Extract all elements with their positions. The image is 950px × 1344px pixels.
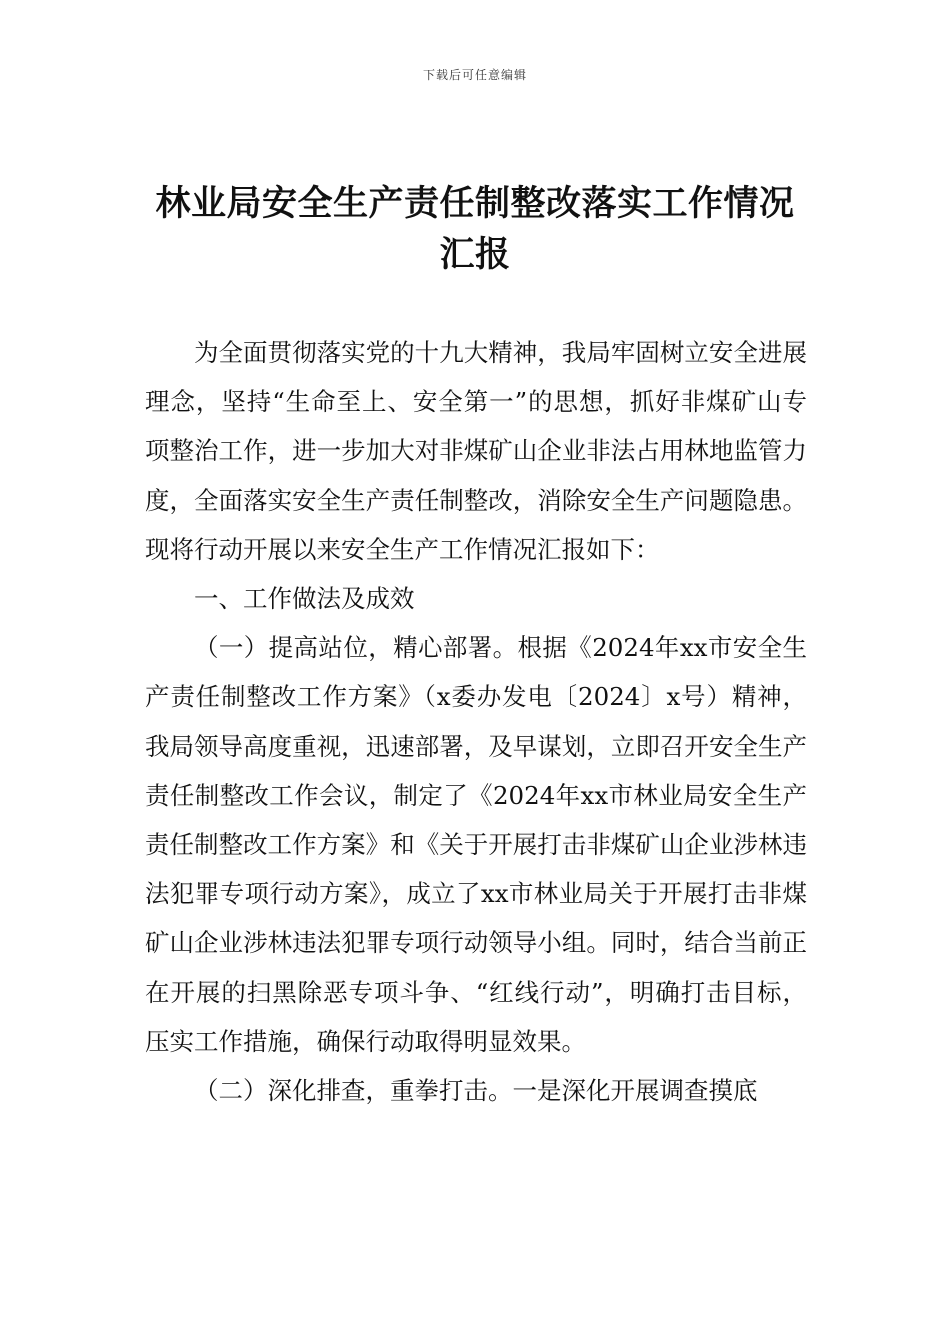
section-heading: 一、工作做法及成效 [194,584,415,614]
subsection-paragraph-1: （一）提高站位，精心部署。根据《2024年xx市安全生产责任制整改工作方案》（x委办发电〔2024〕x号）精神，我局领导高度重视，迅速部署，及早谋划，立即召开安全生产责任制整改工作会议，制定了《2024年xx市林业局安全生产责任制整改工作方案》和《关于开展打击非煤矿山企业涉林违法犯罪专项行动方案》，成立了xx市林业局关于开展打击非煤矿山企业涉林违法犯罪专项行动领导小组。同时，结合当前正在开展的扫黑除恶专项斗争、“红线行动”，明确打击目标，压实工作措施，确保行动取得明显效果。 [145,633,807,1056]
document-body [145,328,807,1115]
document-title: 林业局安全生产责任制整改落实工作情况汇报 [155,183,795,275]
header-note: 下载后可任意编辑 [422,68,527,82]
subsection-paragraph-2: （二）深化排查，重拳打击。一是深化开展调查摸底 [194,1076,758,1106]
intro-paragraph: 为全面贯彻落实党的十九大精神，我局牢固树立安全进展理念，坚持“生命至上、安全第一”的思想，抓好非煤矿山专项整治工作，进一步加大对非煤矿山企业非法占用林地监管力度，全面落实安全生产责任制整改，消除安全生产问题隐患。现将行动开展以来安全生产工作情况汇报如下： [145,338,807,564]
